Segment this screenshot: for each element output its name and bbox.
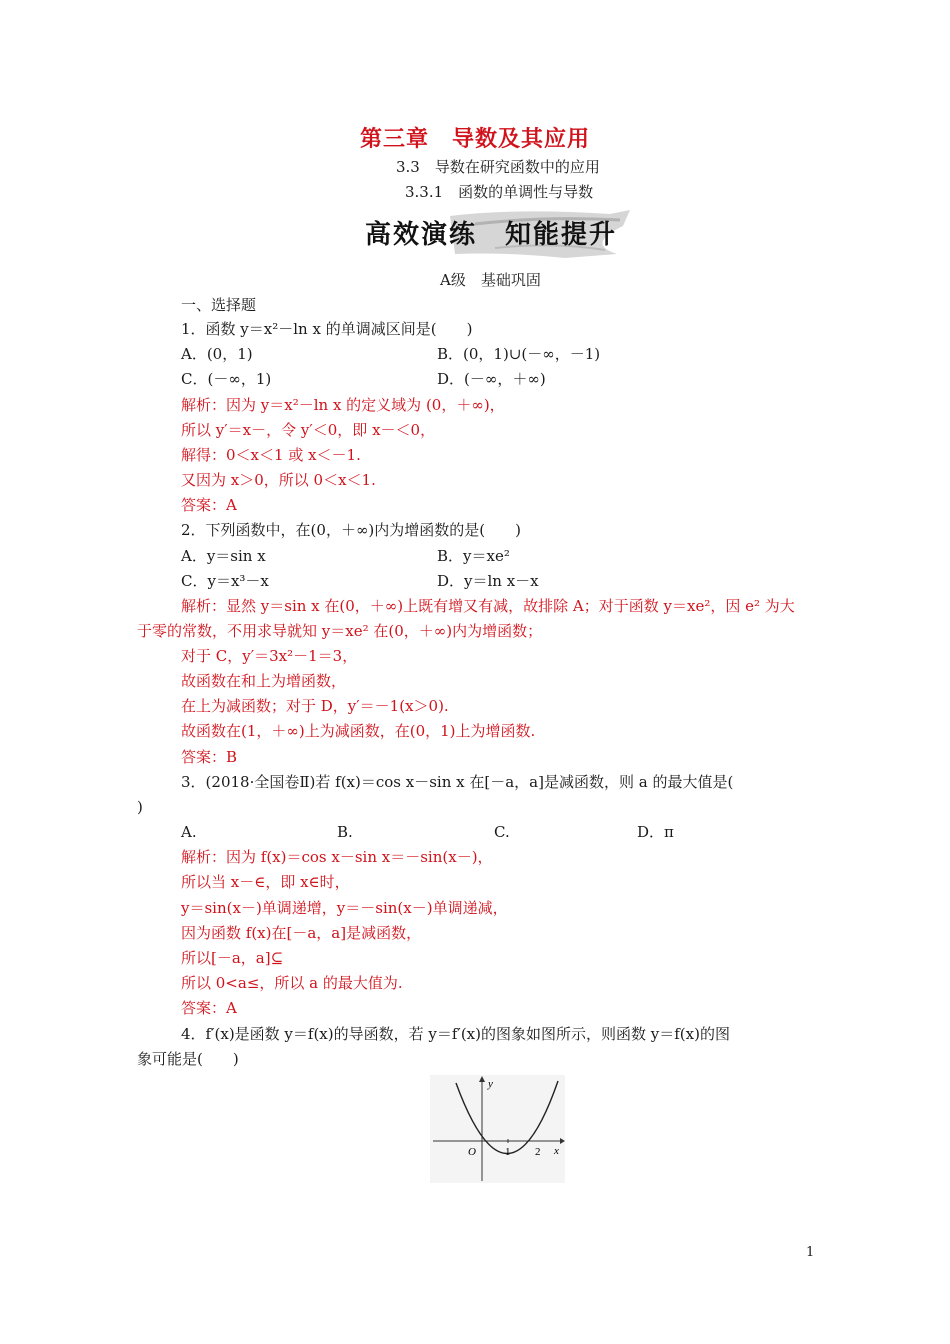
q2-option-d: D．y＝ln x－x <box>437 572 539 590</box>
q2-solution-line: 于零的常数，不用求导就知 y＝xe² 在(0，＋∞)内为增函数； <box>137 622 543 640</box>
origin-label: O <box>468 1146 476 1158</box>
subsection-title: 3.3.1 函数的单调性与导数 <box>405 183 594 201</box>
q2-solution-line: 故函数在和上为增函数， <box>181 672 347 690</box>
q3-solution-line: 所以当 x－∈，即 x∈时， <box>181 873 350 891</box>
section-heading: 一、选择题 <box>181 296 257 314</box>
q2-answer: 答案：B <box>181 748 238 766</box>
q1-solution-line: 所以 y′＝x－，令 y′＜0，即 x－＜0， <box>181 421 436 439</box>
q2-solution-line: 对于 C，y′＝3x²－1＝3， <box>181 647 358 665</box>
section-title: 3.3 导数在研究函数中的应用 <box>396 158 600 176</box>
y-axis-label: y <box>488 1078 493 1090</box>
q2-solution-line: 故函数在(1，＋∞)上为减函数，在(0，1)上为增函数. <box>181 722 536 740</box>
q3-answer: 答案：A <box>181 999 237 1017</box>
derivative-graph <box>430 1075 565 1183</box>
q1-option-d: D．(－∞，＋∞) <box>437 370 546 388</box>
q3-solution-line: y＝sin(x－)单调递增，y＝－sin(x－)单调递减， <box>181 899 508 917</box>
q1-option-b: B．(0，1)∪(－∞，－1) <box>437 345 601 363</box>
tick-label: 1 <box>505 1146 511 1158</box>
q3-option-c: C. <box>494 823 510 841</box>
q1-option-c: C．(－∞，1) <box>181 370 272 388</box>
q1-solution-line: 又因为 x＞0，所以 0＜x＜1. <box>181 471 376 489</box>
banner-text: 高效演练 知能提升 <box>365 220 618 250</box>
q2-solution-line: 在上为减函数；对于 D，y′＝－1(x＞0). <box>181 697 449 715</box>
question-1: 1．函数 y＝x²－ln x 的单调减区间是( ) <box>181 320 473 338</box>
q3-solution-line: 解析：因为 f(x)＝cos x－sin x＝－sin(x－)， <box>181 848 493 866</box>
q1-solution-line: 解得：0＜x＜1 或 x＜－1. <box>181 446 361 464</box>
question-3-cont: ) <box>137 798 143 816</box>
page-number: 1 <box>806 1245 815 1260</box>
banner <box>355 204 635 262</box>
question-4: 4．f′(x)是函数 y＝f(x)的导函数，若 y＝f′(x)的图象如图所示，则函数 y＝f(x)的图 <box>181 1025 730 1043</box>
q2-option-b: B．y＝xe² <box>437 547 510 565</box>
q2-solution-line: 解析：显然 y＝sin x 在(0，＋∞)上既有增又有减，故排除 A；对于函数 y＝xe²，因 e² 为大 <box>181 597 795 615</box>
question-2: 2．下列函数中，在(0，＋∞)内为增函数的是( ) <box>181 521 521 539</box>
question-3: 3．(2018·全国卷Ⅱ)若 f(x)＝cos x－sin x 在[－a，a]是减函数，则 a 的最大值是( <box>181 773 734 791</box>
q3-solution-line: 因为函数 f(x)在[－a，a]是减函数， <box>181 924 422 942</box>
q1-option-a: A．(0，1) <box>181 345 253 363</box>
q3-solution-line: 所以[－a，a]⊆ <box>181 949 284 967</box>
tick-label: 2 <box>535 1146 541 1158</box>
q3-option-b: B. <box>337 823 353 841</box>
q1-solution-line: 解析：因为 y＝x²－ln x 的定义域为 (0，＋∞)， <box>181 396 505 414</box>
question-4-cont: 象可能是( ) <box>137 1050 239 1068</box>
level-heading: A级 基础巩固 <box>440 271 541 289</box>
q3-option-a: A. <box>181 823 197 841</box>
chapter-title: 第三章 导数及其应用 <box>359 126 590 152</box>
q3-option-d: D．π <box>637 823 674 841</box>
q1-answer: 答案：A <box>181 496 237 514</box>
q2-option-a: A．y＝sin x <box>181 547 266 565</box>
q3-solution-line: 所以 0<a≤，所以 a 的最大值为. <box>181 974 403 992</box>
q2-option-c: C．y＝x³－x <box>181 572 269 590</box>
x-axis-label: x <box>554 1145 559 1157</box>
